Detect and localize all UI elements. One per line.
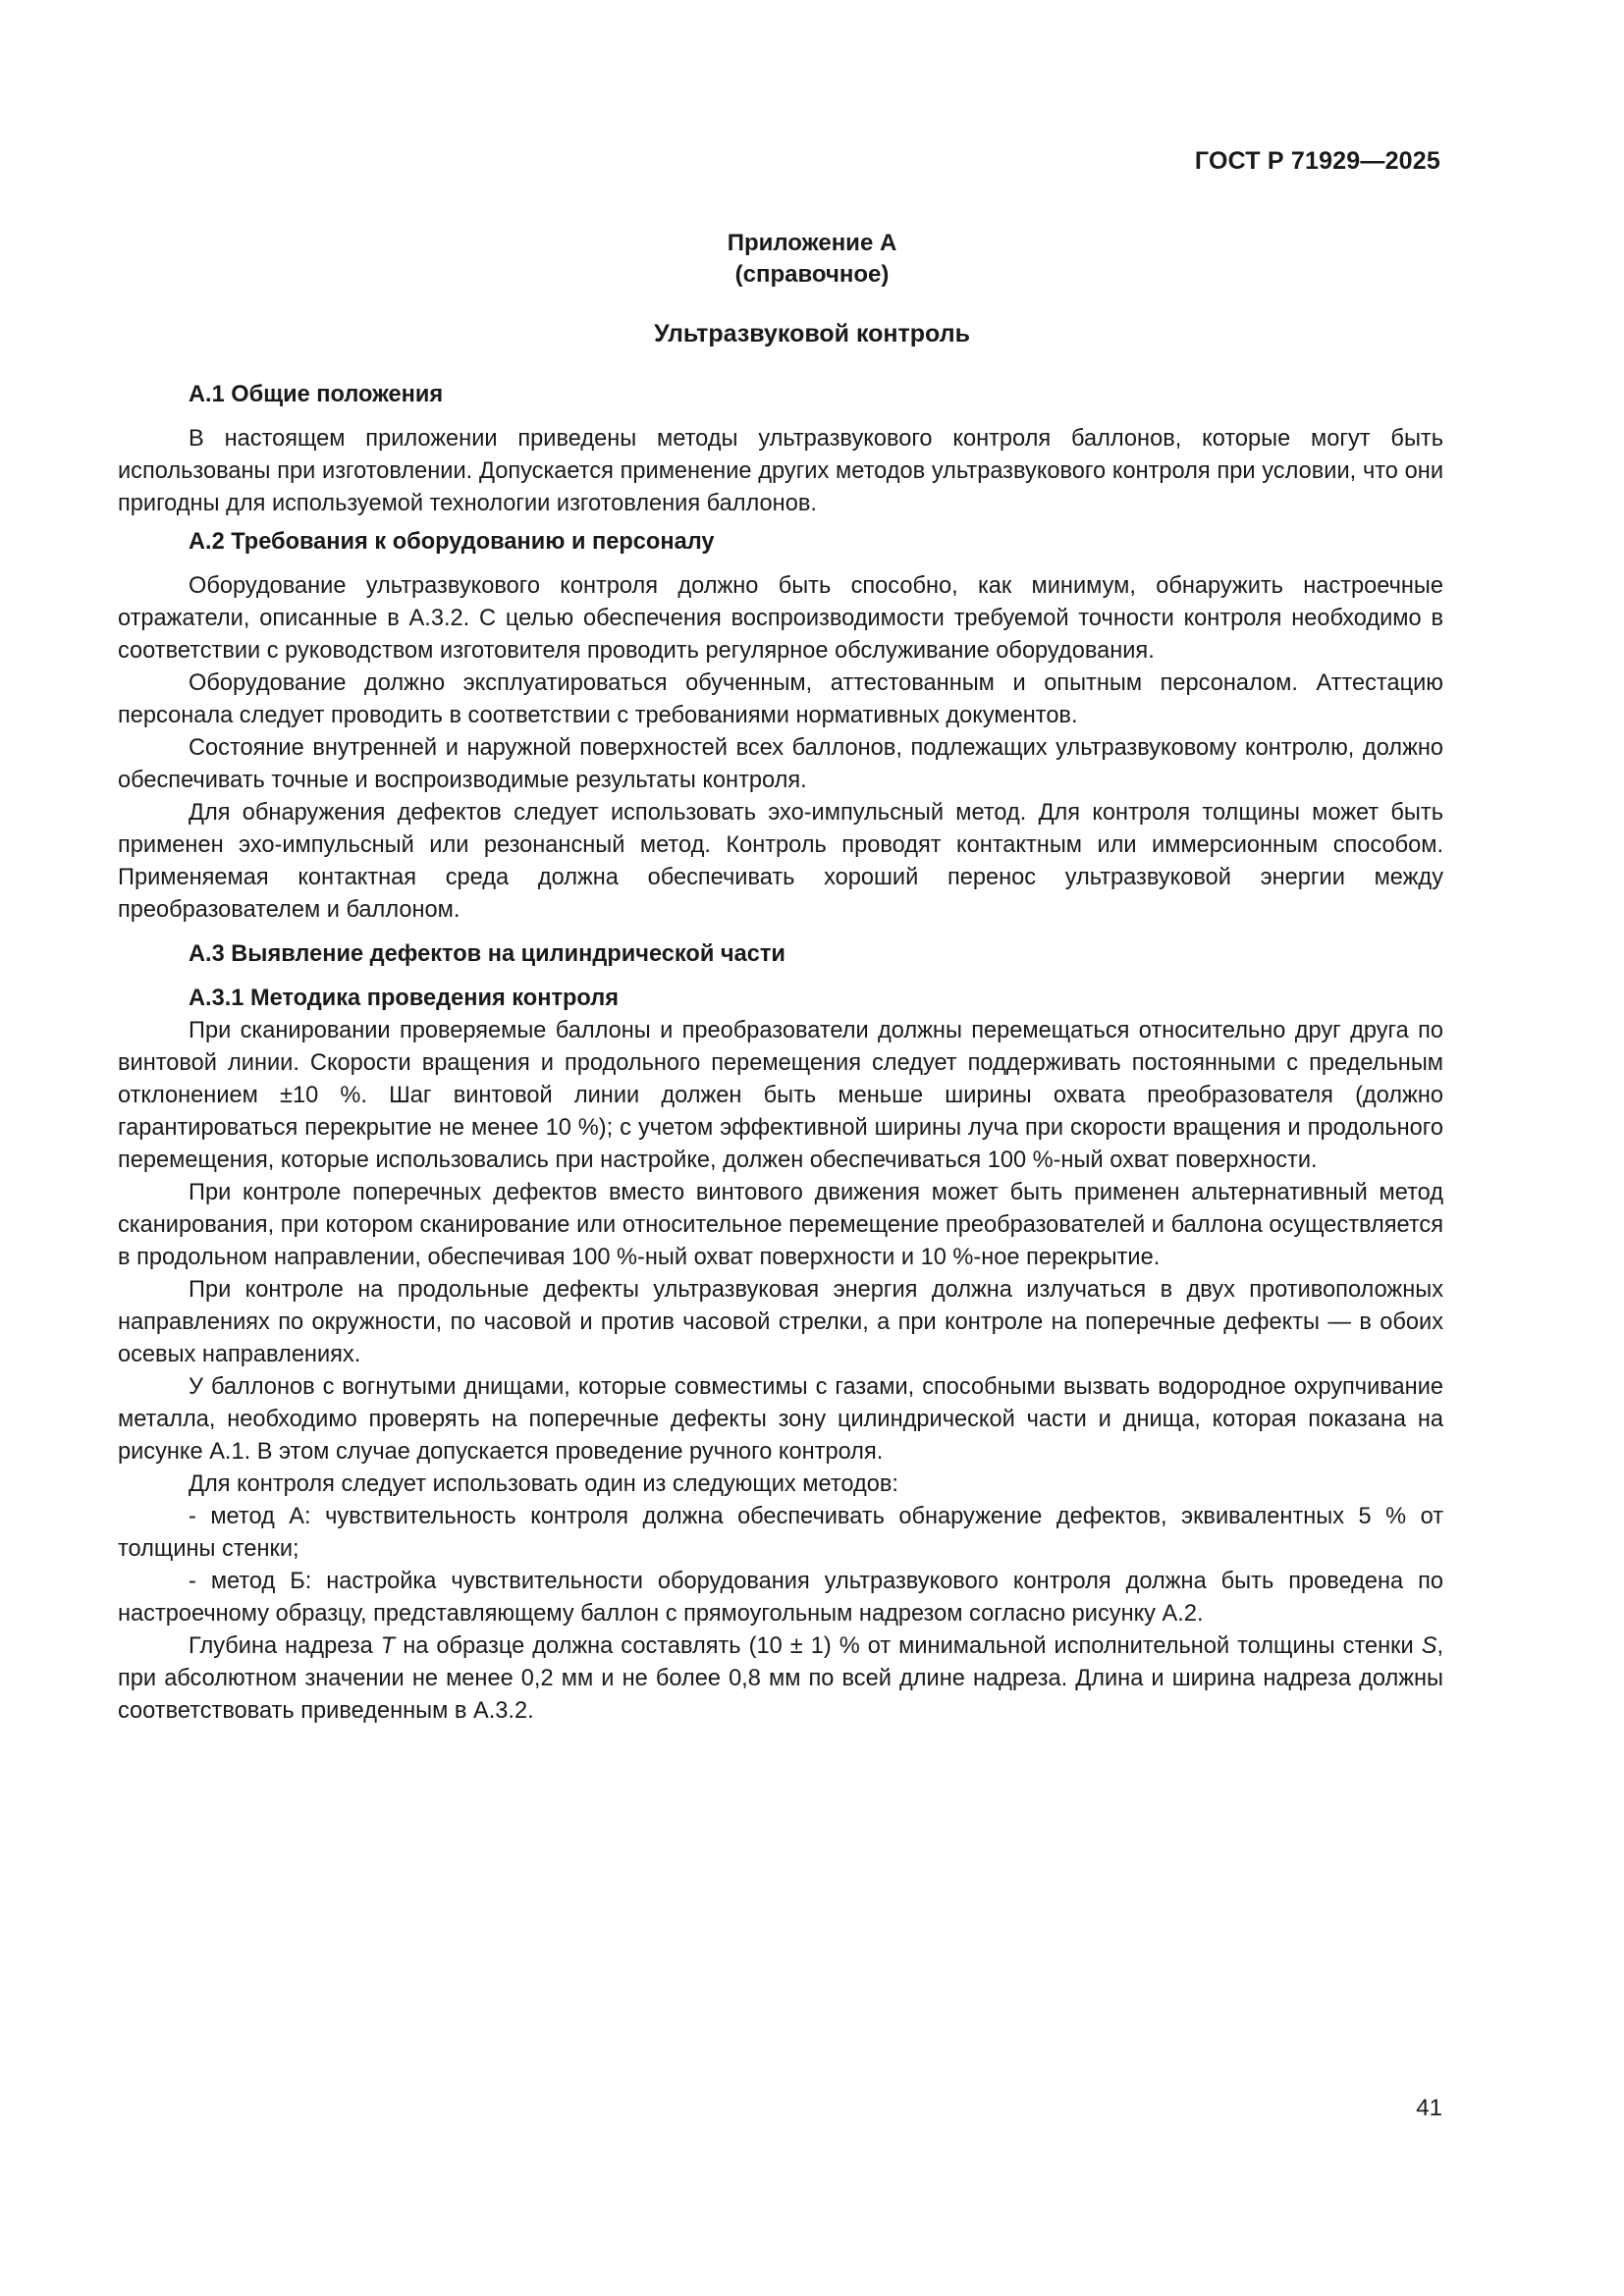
document-body	[118, 379, 1443, 1728]
annex-title: Приложение А	[727, 230, 897, 256]
text-run: Глубина надреза	[189, 1633, 381, 1659]
list-item-method-a: - метод А: чувствительность контроля должна обеспечивать обнаружение дефектов, эквивалентных 5 % от толщины стенки;	[118, 1504, 1443, 1562]
page-number: 41	[1416, 2095, 1442, 2121]
paragraph: У баллонов с вогнутыми днищами, которые совместимы с газами, способными вызвать водородное охрупчивание металла, необходимо проверять на поперечные дефекты зону цилиндрической части и днища, которая показана на рисунке А.1. В этом случае допускается проведение ручного контроля.	[118, 1374, 1443, 1465]
heading-a3-1: А.3.1 Методика проведения контроля	[189, 986, 619, 1011]
paragraph: Состояние внутренней и наружной поверхностей всех баллонов, подлежащих ультразвуковому контролю, должно обеспечивать точные и воспроизводимые результаты контроля.	[118, 735, 1443, 793]
list-item-method-b: - метод Б: настройка чувствительности оборудования ультразвукового контроля должна быть проведена по настроечному образцу, представляющему баллон с прямоугольным надрезом согласно рисунку А.2.	[118, 1569, 1443, 1627]
paragraph: Для контроля следует использовать один из следующих методов:	[189, 1471, 898, 1497]
symbol-T: T	[380, 1633, 396, 1659]
text-run: , при абсолютном значении не менее 0,2 мм и не более 0,8 мм по всей длине надреза. Длина и ширина надреза должны соответствовать приведенным в А.3.2.	[118, 1633, 1443, 1724]
standard-code: ГОСТ Р 71929—2025	[1194, 147, 1440, 175]
heading-a1: А.1 Общие положения	[189, 382, 444, 407]
paragraph-notch-depth	[118, 1630, 1443, 1728]
annex-heading	[0, 228, 1624, 291]
paragraph: При сканировании проверяемые баллоны и преобразователи должны перемещаться относительно друг друга по винтовой линии. Скорости вращения и продольного перемещения следует поддерживать постоянными с предельным отклонением ±10 %. Шаг винтовой линии должен быть меньше ширины охвата преобразователя (должно гарантироваться перекрытие не менее 10 %); с учетом эффективной ширины луча при скорости вращения и продольного перемещения, которые использовались при настройке, должен обеспечиваться 100 %-ный охват поверхности.	[118, 1018, 1443, 1173]
paragraph: Для обнаружения дефектов следует использовать эхо-импульсный метод. Для контроля толщины может быть применен эхо-импульсный или резонансный метод. Контроль проводят контактным или иммерсионным способом. Применяемая контактная среда должна обеспечивать хороший перенос ультразвуковой энергии между преобразователем и баллоном.	[118, 800, 1443, 923]
section-title: Ультразвуковой контроль	[654, 320, 970, 347]
paragraph: При контроле поперечных дефектов вместо винтового движения может быть применен альтернативный метод сканирования, при котором сканирование или относительное перемещение преобразователей и баллона осуществляется в продольном направлении, обеспечивая 100 %-ный охват поверхности и 10 %-ное перекрытие.	[118, 1180, 1443, 1270]
heading-a3: А.3 Выявление дефектов на цилиндрической части	[189, 941, 785, 967]
heading-a2: А.2 Требования к оборудованию и персоналу	[189, 529, 715, 555]
symbol-S: S	[1421, 1633, 1437, 1659]
paragraph: Оборудование должно эксплуатироваться обученным, аттестованным и опытным персоналом. Аттестацию персонала следует проводить в соответствии с требованиями нормативных документов.	[118, 670, 1443, 728]
paragraph: Оборудование ультразвукового контроля должно быть способно, как минимум, обнаружить настроечные отражатели, описанные в А.3.2. С целью обеспечения воспроизводимости требуемой точности контроля необходимо в соответствии с руководством изготовителя проводить регулярное обслуживание оборудования.	[118, 573, 1443, 664]
paragraph: В настоящем приложении приведены методы ультразвукового контроля баллонов, которые могут быть использованы при изготовлении. Допускается применение других методов ультразвукового контроля при условии, что они пригодны для используемой технологии изготовления баллонов.	[118, 426, 1443, 516]
text-run: на образце должна составлять (10 ± 1) % от минимальной исполнительной толщины стенки	[395, 1633, 1422, 1659]
annex-kind: (справочное)	[734, 261, 890, 288]
paragraph: При контроле на продольные дефекты ультразвуковая энергия должна излучаться в двух противоположных направлениях по окружности, по часовой и против часовой стрелки, а при контроле на поперечные дефекты — в обоих осевых направлениях.	[118, 1277, 1443, 1367]
